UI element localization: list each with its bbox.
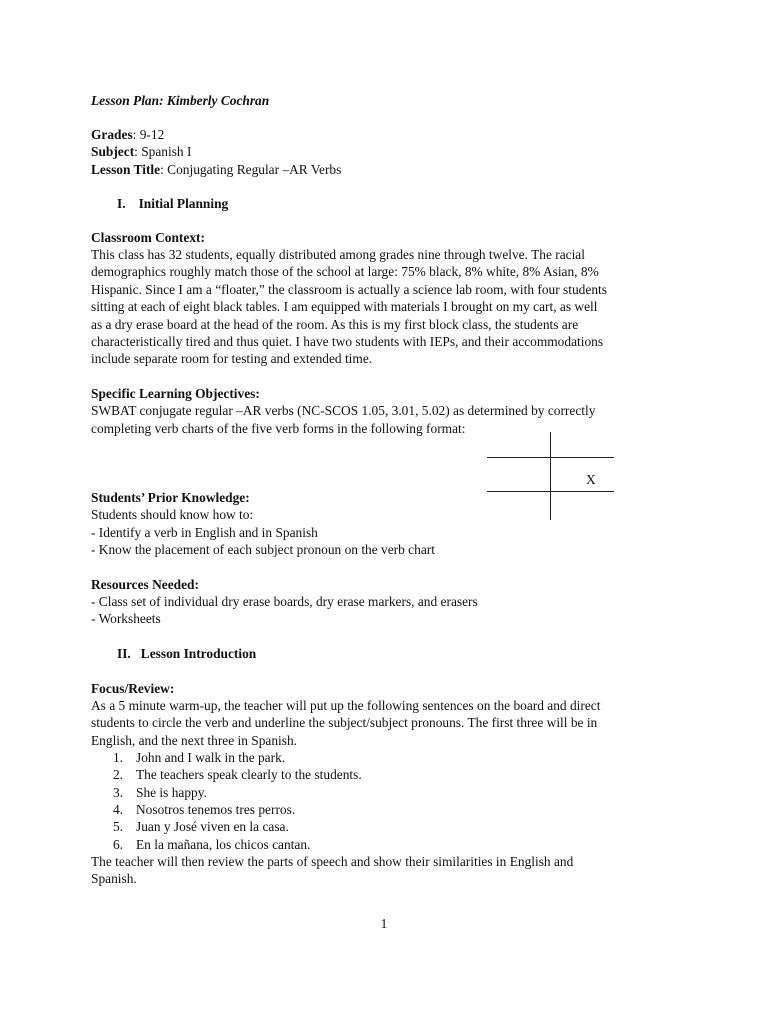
- subject-value: : Spanish I: [134, 144, 192, 159]
- list-item-text: Juan y José viven en la casa.: [136, 819, 289, 834]
- subject-label: Subject: [91, 144, 135, 159]
- resources-heading: Resources Needed:: [91, 577, 199, 592]
- paragraph-line: English, and the next three in Spanish.: [91, 733, 298, 748]
- list-item-text: Nosotros tenemos tres perros.: [136, 802, 296, 817]
- document-title: Lesson Plan: Kimberly Cochran: [91, 93, 270, 108]
- list-item-number: 3.: [112, 785, 123, 800]
- focus-review-heading: Focus/Review:: [91, 681, 175, 696]
- paragraph-line: The teacher will then review the parts of speech and show their similarities in English and: [91, 854, 574, 869]
- paragraph-line: Spanish.: [91, 871, 137, 886]
- paragraph-line: as a dry erase board at the head of the room. As this is my first block class, the students are: [91, 317, 579, 332]
- verb-chart-horizontal-line: [487, 491, 614, 492]
- list-item: - Worksheets: [91, 611, 161, 626]
- list-item: - Know the placement of each subject pronoun on the verb chart: [91, 542, 435, 557]
- list-item-text: John and I walk in the park.: [136, 750, 286, 765]
- list-item-text: En la mañana, los chicos cantan.: [136, 837, 311, 852]
- page-number: 1: [380, 916, 388, 931]
- paragraph-line: characteristically tired and thus quiet. I have two students with IEPs, and their accommodations: [91, 334, 604, 349]
- grades-label: Grades: [91, 127, 133, 142]
- subject-line: [91, 143, 191, 160]
- list-item: - Identify a verb in English and in Spanish: [91, 525, 318, 540]
- list-item-number: 4.: [112, 802, 123, 817]
- paragraph-line: sitting at each of eight black tables. I am equipped with materials I brought on my cart, as well: [91, 299, 598, 314]
- section-title: Lesson Introduction: [140, 646, 257, 661]
- grades-value: : 9-12: [132, 127, 165, 142]
- list-item-number: 1.: [112, 750, 123, 765]
- section-heading-initial-planning: [117, 195, 228, 212]
- paragraph-line: SWBAT conjugate regular –AR verbs (NC-SCOS 1.05, 3.01, 5.02) as determined by correctly: [91, 403, 596, 418]
- section-number: II.: [117, 646, 131, 661]
- list-item-text: She is happy.: [136, 785, 207, 800]
- paragraph-line: completing verb charts of the five verb forms in the following format:: [91, 421, 466, 436]
- list-item-text: The teachers speak clearly to the students.: [136, 767, 362, 782]
- paragraph-line: include separate room for testing and extended time.: [91, 351, 373, 366]
- paragraph-line: Students should know how to:: [91, 507, 254, 522]
- list-item: - Class set of individual dry erase boards, dry erase markers, and erasers: [91, 594, 478, 609]
- section-heading-lesson-introduction: [117, 645, 256, 662]
- objectives-heading: Specific Learning Objectives:: [91, 386, 260, 401]
- paragraph-line: This class has 32 students, equally distributed among grades nine through twelve. The racial: [91, 247, 585, 262]
- list-item-number: 6.: [112, 837, 123, 852]
- section-title: Initial Planning: [138, 196, 229, 211]
- lesson-title-value: : Conjugating Regular –AR Verbs: [160, 162, 342, 177]
- list-item-number: 2.: [112, 767, 123, 782]
- verb-chart-vertical-line: [550, 432, 551, 520]
- list-item-number: 5.: [112, 819, 123, 834]
- section-number: I.: [117, 196, 126, 211]
- paragraph-line: Hispanic. Since I am a “floater,” the classroom is actually a science lab room, with four students: [91, 282, 607, 297]
- lesson-title-line: [91, 161, 341, 178]
- grades-line: [91, 126, 164, 143]
- paragraph-line: demographics roughly match those of the school at large: 75% black, 8% white, 8% Asian, 8%: [91, 264, 599, 279]
- paragraph-line: As a 5 minute warm-up, the teacher will put up the following sentences on the board and direct: [91, 698, 601, 713]
- prior-knowledge-heading: Students’ Prior Knowledge:: [91, 490, 250, 505]
- verb-chart-mark: X: [586, 472, 596, 487]
- classroom-context-heading: Classroom Context:: [91, 230, 205, 245]
- paragraph-line: students to circle the verb and underline the subject/subject pronouns. The first three will be in: [91, 715, 598, 730]
- verb-chart-horizontal-line: [487, 457, 614, 458]
- lesson-title-label: Lesson Title: [91, 162, 161, 177]
